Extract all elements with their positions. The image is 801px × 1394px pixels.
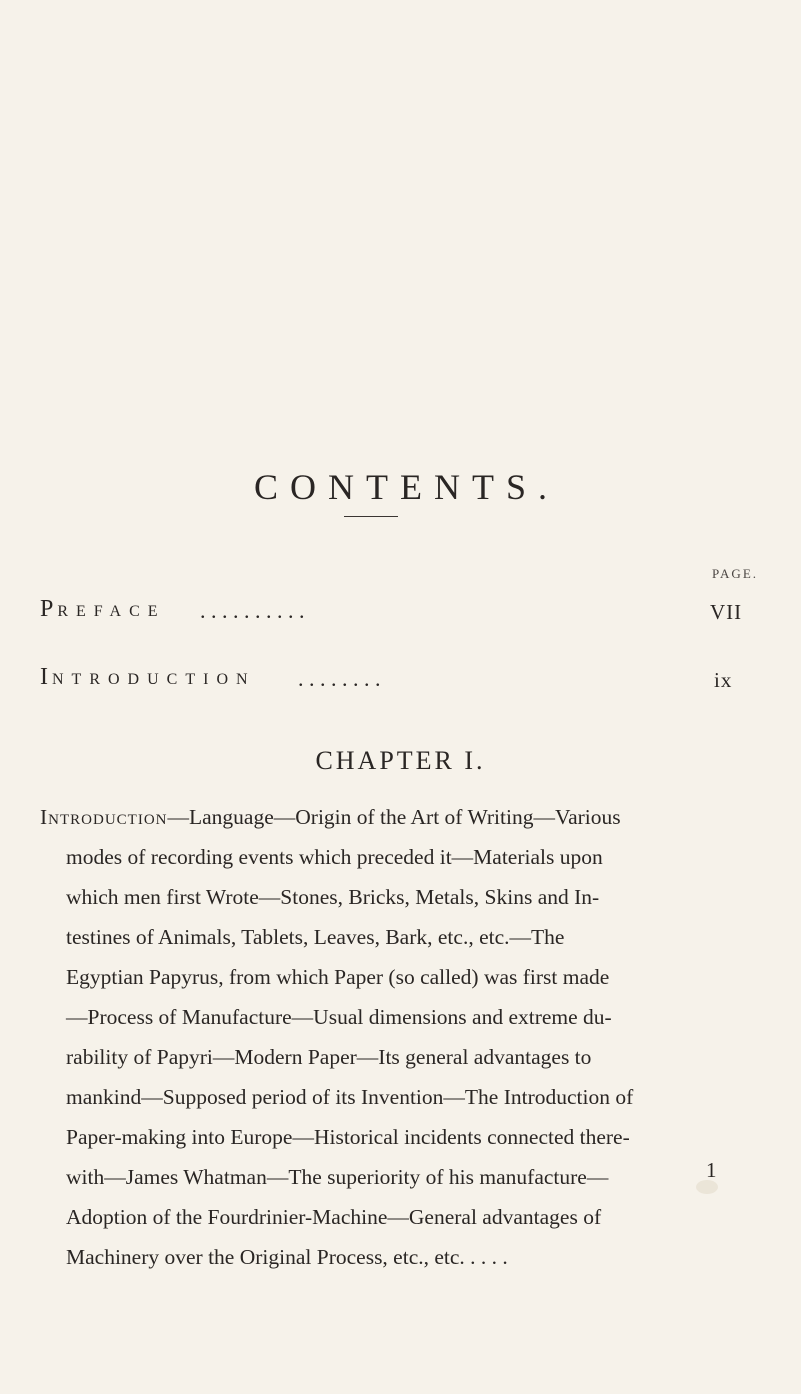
- summary-line: Introduction—Language—Origin of the Art of Writing—Various: [40, 805, 621, 829]
- toc-entry-introduction[interactable]: [40, 664, 733, 694]
- summary-line: Egyptian Papyrus, from which Paper (so called) was first made: [66, 965, 610, 989]
- toc-leader-dots: . . . . . . . .: [298, 666, 381, 691]
- summary-line: which men first Wrote—Stones, Bricks, Metals, Skins and In-: [66, 885, 600, 909]
- chapter-heading: CHAPTER I.: [315, 746, 486, 775]
- title-rule: [344, 516, 398, 517]
- summary-line: —Process of Manufacture—Usual dimensions and extreme du-: [66, 1005, 612, 1029]
- summary-line: testines of Animals, Tablets, Leaves, Bark, etc., etc.—The: [66, 925, 565, 949]
- summary-lead: Introduction: [40, 805, 168, 829]
- chapter-page-number[interactable]: 1: [706, 1158, 717, 1182]
- paper-stain: [696, 1180, 718, 1194]
- toc-entry-page: VII: [710, 600, 743, 624]
- summary-line: Machinery over the Original Process, etc., etc. . . . .: [66, 1245, 508, 1269]
- chapter-summary: [40, 797, 720, 1277]
- toc-entry-label: PREFACE: [40, 596, 166, 622]
- summary-line: with—James Whatman—The superiority of his manufacture—: [66, 1165, 609, 1189]
- summary-line: Paper-making into Europe—Historical incidents connected there-: [66, 1125, 630, 1149]
- summary-line: mankind—Supposed period of its Invention—The Introduction of: [66, 1085, 634, 1109]
- page-title: CONTENTS.: [254, 467, 559, 507]
- toc-entry-page: ix: [714, 668, 733, 692]
- page-column-label: PAGE.: [712, 566, 759, 581]
- toc-entry-label: INTRODUCTION: [40, 664, 256, 690]
- summary-line: Adoption of the Fourdrinier-Machine—General advantages of: [66, 1205, 602, 1229]
- toc-entry-preface[interactable]: [40, 596, 743, 626]
- summary-line: modes of recording events which preceded it—Materials upon: [66, 845, 603, 869]
- summary-line: rability of Papyri—Modern Paper—Its general advantages to: [66, 1045, 592, 1069]
- toc-leader-dots: . . . . . . . . . .: [200, 598, 305, 623]
